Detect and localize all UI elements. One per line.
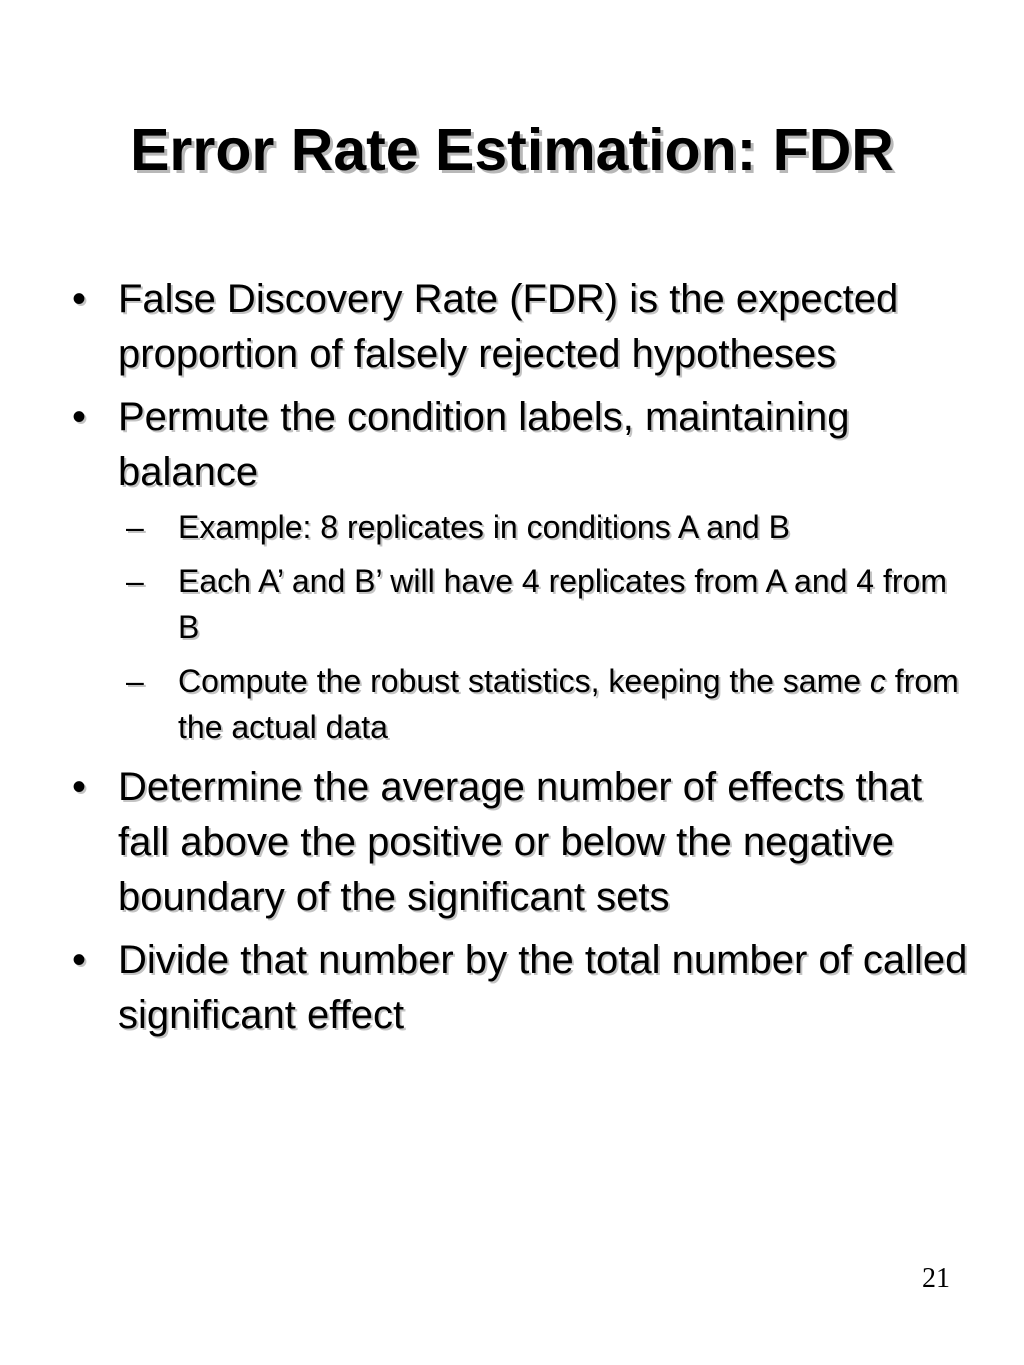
bullet-item-fdr-definition [62, 272, 972, 382]
sub-item-text-after: from the actual data [178, 663, 959, 745]
bullet-text: False Discovery Rate (FDR) is the expected proportion of falsely rejected hypotheses [118, 277, 899, 376]
sub-item-example [118, 504, 972, 550]
dash-icon: – [126, 663, 144, 699]
bullet-text: Determine the average number of effects that fall above the positive or below the negative boundary of the significant sets [118, 765, 923, 919]
bullet-icon: • [72, 938, 87, 982]
bullet-icon: • [72, 277, 87, 321]
sub-item-text: Example: 8 replicates in conditions A and B [178, 509, 790, 545]
bullet-item-permute [62, 390, 972, 750]
variable-c: c [869, 663, 886, 699]
bullet-icon: • [72, 765, 87, 809]
bullet-item-divide [62, 933, 972, 1043]
dash-icon: – [126, 563, 144, 599]
page-number: 21 [922, 1263, 950, 1294]
dash-icon: – [126, 509, 144, 545]
sub-item-text: Each A’ and B’ will have 4 replicates from A and 4 from B [178, 563, 947, 645]
sub-item-text-before: Compute the robust statistics, keeping the same [178, 663, 870, 699]
sub-bullet-list [118, 504, 972, 750]
bullet-text: Divide that number by the total number of called significant effect [118, 938, 968, 1037]
slide-title: Error Rate Estimation: FDR [130, 117, 894, 183]
bullet-item-determine [62, 760, 972, 925]
bullet-list [62, 272, 972, 1051]
sub-item-compute [118, 658, 972, 750]
bullet-icon: • [72, 395, 87, 439]
sub-item-replicates [118, 558, 972, 650]
bullet-text: Permute the condition labels, maintaining balance [118, 395, 850, 494]
